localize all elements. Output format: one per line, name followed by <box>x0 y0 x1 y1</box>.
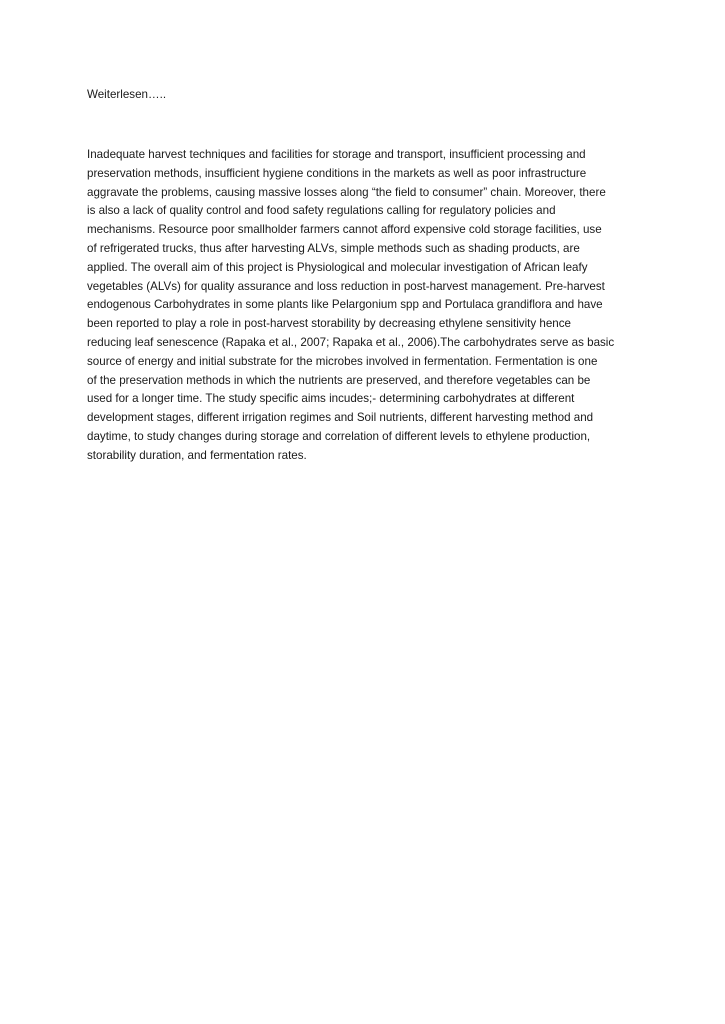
paragraph-line: source of energy and initial substrate for the microbes involved in fermentation. Fermentation is one <box>87 354 598 368</box>
paragraph-line: been reported to play a role in post-harvest storability by decreasing ethylene sensitivity hence <box>87 317 571 331</box>
paragraph-line: reducing leaf senescence (Rapaka et al., 2007; Rapaka et al., 2006).The carbohydrates serve as basic <box>87 335 615 349</box>
paragraph-line: endogenous Carbohydrates in some plants like Pelargonium spp and Portulaca grandiflora and have <box>87 298 603 312</box>
paragraph-line: vegetables (ALVs) for quality assurance and loss reduction in post-harvest management. Pre-harvest <box>87 279 605 293</box>
paragraph-line: aggravate the problems, causing massive losses along “the field to consumer” chain. Moreover, there <box>87 185 606 199</box>
paragraph-line: used for a longer time. The study specific aims incudes;- determining carbohydrates at different <box>87 392 575 406</box>
paragraph-line: of the preservation methods in which the nutrients are preserved, and therefore vegetables can be <box>87 373 591 387</box>
paragraph-line: storability duration, and fermentation rates. <box>87 448 307 462</box>
paragraph-line: of refrigerated trucks, thus after harvesting ALVs, simple methods such as shading products, are <box>87 241 580 255</box>
paragraph-line: preservation methods, insufficient hygiene conditions in the markets as well as poor infrastructure <box>87 166 587 180</box>
paragraph-line: development stages, different irrigation regimes and Soil nutrients, different harvesting method and <box>87 411 594 425</box>
paragraph-line: applied. The overall aim of this project is Physiological and molecular investigation of African leafy <box>87 260 588 274</box>
paragraph-line: Inadequate harvest techniques and facilities for storage and transport, insufficient processing and <box>87 148 586 161</box>
paragraph-line: daytime, to study changes during storage and correlation of different levels to ethylene production, <box>87 429 591 443</box>
paragraph-line: mechanisms. Resource poor smallholder farmers cannot afford expensive cold storage facilities, use <box>87 223 602 237</box>
read-more-link[interactable]: Weiterlesen….. <box>87 88 167 101</box>
paragraph-line: is also a lack of quality control and food safety regulations calling for regulatory policies and <box>87 204 556 218</box>
body-paragraph <box>87 146 642 466</box>
